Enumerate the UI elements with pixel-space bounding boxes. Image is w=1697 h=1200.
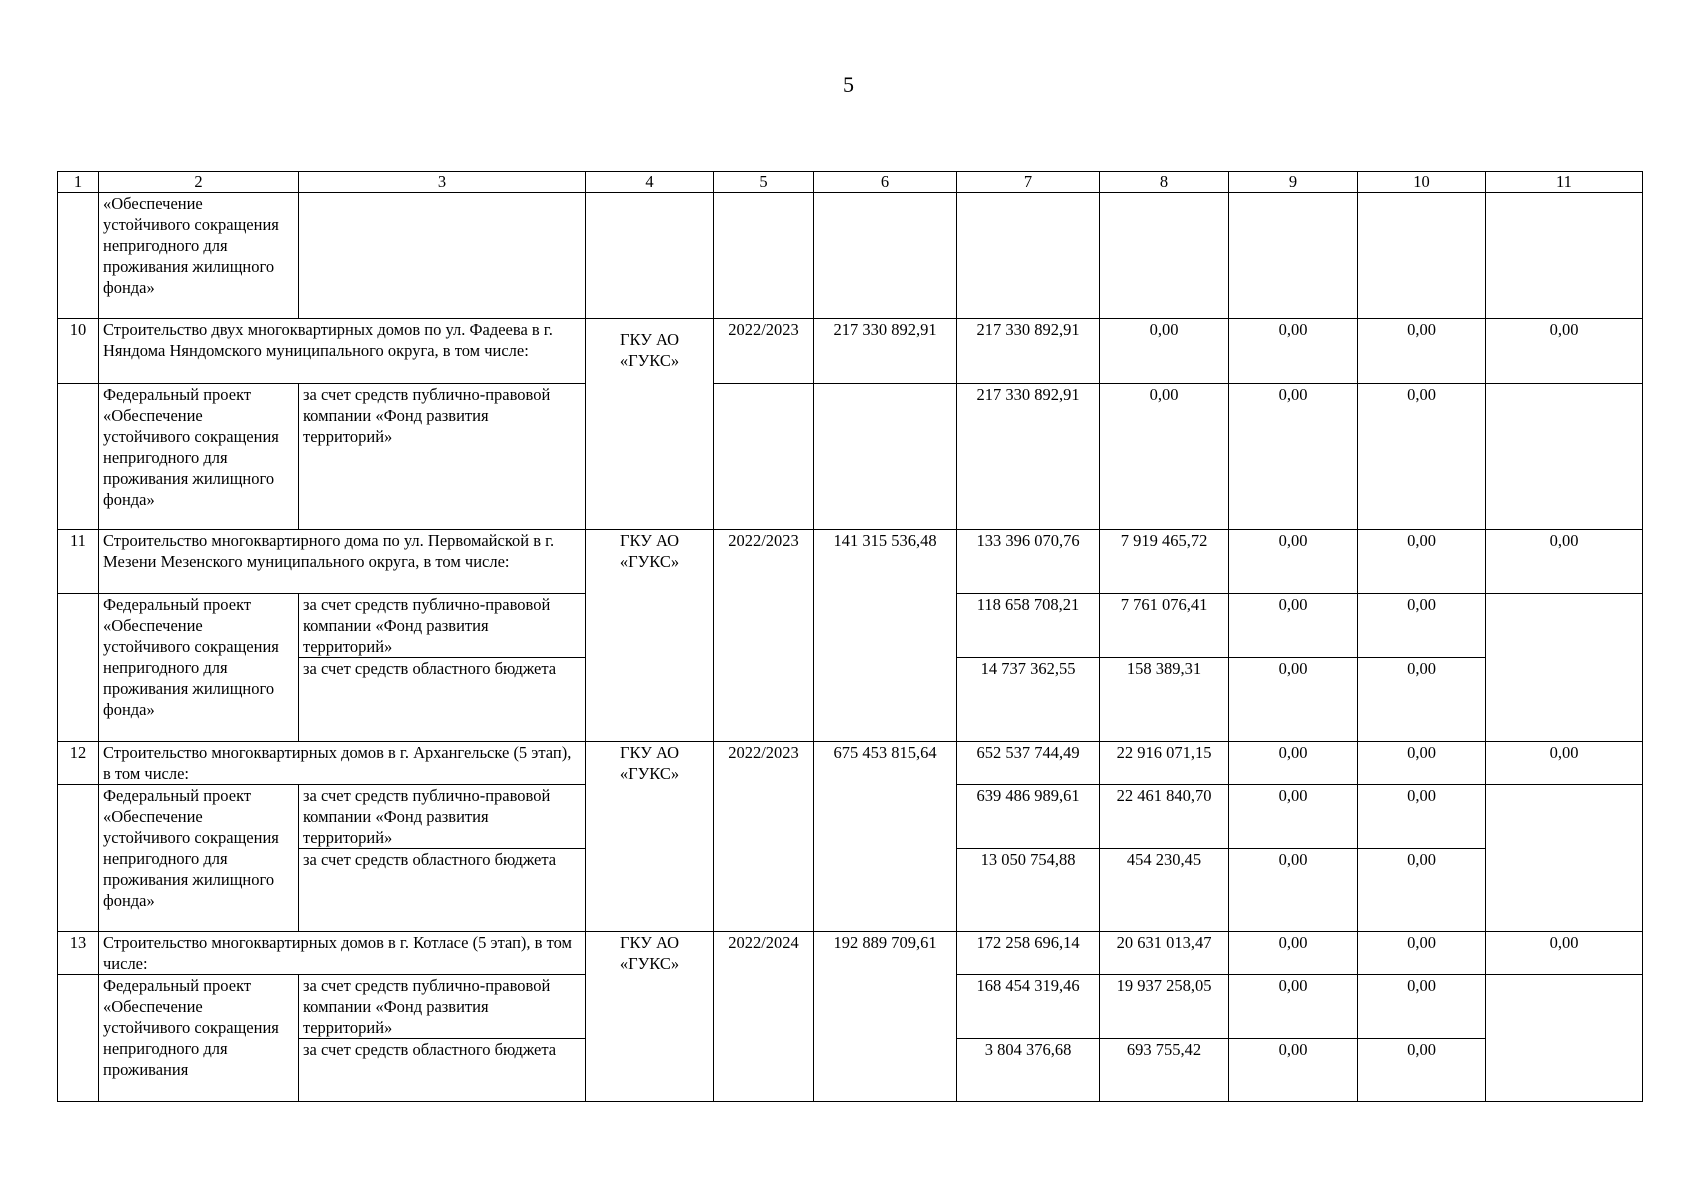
value-col10: 0,00 [1358, 594, 1486, 658]
table-row [58, 932, 1643, 975]
column-number: 6 [814, 172, 957, 193]
object-title: Строительство многоквартирных домов в г. Котласе (5 этап), в том числе: [99, 932, 586, 975]
value-col7: 639 486 989,61 [957, 785, 1100, 849]
value-col9: 0,00 [1229, 742, 1358, 785]
project-name: Федеральный проект «Обеспечение устойчивого сокращения непригодного для проживания [99, 975, 299, 1102]
value-col10: 0,00 [1358, 785, 1486, 849]
value-col8: 158 389,31 [1100, 658, 1229, 742]
value-col9: 0,00 [1229, 785, 1358, 849]
value-col10: 0,00 [1358, 849, 1486, 932]
table-row [58, 530, 1643, 594]
project-name: Федеральный проект «Обеспечение устойчивого сокращения непригодного для проживания жилищного фонда» [99, 384, 299, 530]
object-title: Строительство двух многоквартирных домов по ул. Фадеева в г. Няндома Няндомского муниципального округа, в том числе: [99, 319, 586, 384]
project-name: «Обеспечение устойчивого сокращения непригодного для проживания жилищного фонда» [99, 193, 299, 319]
value-col7: 133 396 070,76 [957, 530, 1100, 594]
funding-source: за счет средств публично-правовой компании «Фонд развития территорий» [299, 384, 586, 530]
value-col9: 0,00 [1229, 849, 1358, 932]
value-col11: 0,00 [1486, 319, 1643, 384]
value-col7: 13 050 754,88 [957, 849, 1100, 932]
value-col8: 22 461 840,70 [1100, 785, 1229, 849]
value-col8: 0,00 [1100, 384, 1229, 530]
customer: ГКУ АО «ГУКС» [586, 932, 714, 1102]
column-number: 5 [714, 172, 814, 193]
value-col10: 0,00 [1358, 530, 1486, 594]
value-col7: 14 737 362,55 [957, 658, 1100, 742]
value-col7: 652 537 744,49 [957, 742, 1100, 785]
customer [586, 319, 714, 530]
project-name: Федеральный проект «Обеспечение устойчивого сокращения непригодного для проживания жилищного фонда» [99, 785, 299, 932]
column-number: 4 [586, 172, 714, 193]
page-number: 5 [843, 72, 854, 97]
value-col10: 0,00 [1358, 1039, 1486, 1102]
column-number: 1 [58, 172, 99, 193]
value-col11: 0,00 [1486, 932, 1643, 975]
customer: ГКУ АО «ГУКС» [586, 530, 714, 742]
column-number: 3 [299, 172, 586, 193]
value-col10: 0,00 [1358, 975, 1486, 1039]
total-cost: 141 315 536,48 [814, 530, 957, 742]
value-col9: 0,00 [1229, 932, 1358, 975]
column-number: 10 [1358, 172, 1486, 193]
customer-text: ГКУ АО «ГУКС» [619, 330, 680, 370]
value-col8: 454 230,45 [1100, 849, 1229, 932]
column-number: 2 [99, 172, 299, 193]
value-col7: 172 258 696,14 [957, 932, 1100, 975]
value-col7: 118 658 708,21 [957, 594, 1100, 658]
value-col9: 0,00 [1229, 658, 1358, 742]
value-col7: 217 330 892,91 [957, 319, 1100, 384]
table-row [58, 742, 1643, 785]
object-title: Строительство многоквартирного дома по ул. Первомайской в г. Мезени Мезенского муниципального округа, в том числе: [99, 530, 586, 594]
object-title: Строительство многоквартирных домов в г. Архангельске (5 этап), в том числе: [99, 742, 586, 785]
funding-source: за счет средств областного бюджета [299, 1039, 586, 1102]
value-col11: 0,00 [1486, 530, 1643, 594]
program-table [57, 171, 1643, 1102]
period: 2022/2023 [714, 530, 814, 742]
value-col9: 0,00 [1229, 1039, 1358, 1102]
row-number: 12 [58, 742, 99, 785]
value-col8: 22 916 071,15 [1100, 742, 1229, 785]
value-col9: 0,00 [1229, 530, 1358, 594]
funding-source: за счет средств публично-правовой компании «Фонд развития территорий» [299, 785, 586, 849]
value-col7: 217 330 892,91 [957, 384, 1100, 530]
table-row [58, 384, 1643, 530]
column-number-row [58, 172, 1643, 193]
value-col10: 0,00 [1358, 384, 1486, 530]
value-col8: 7 761 076,41 [1100, 594, 1229, 658]
value-col8: 693 755,42 [1100, 1039, 1229, 1102]
period: 2022/2023 [714, 319, 814, 384]
value-col9: 0,00 [1229, 384, 1358, 530]
value-col9: 0,00 [1229, 975, 1358, 1039]
customer: ГКУ АО «ГУКС» [586, 742, 714, 932]
value-col9: 0,00 [1229, 594, 1358, 658]
value-col8: 7 919 465,72 [1100, 530, 1229, 594]
row-number: 11 [58, 530, 99, 594]
column-number: 8 [1100, 172, 1229, 193]
value-col10: 0,00 [1358, 742, 1486, 785]
value-col7: 3 804 376,68 [957, 1039, 1100, 1102]
value-col9: 0,00 [1229, 319, 1358, 384]
funding-source: за счет средств публично-правовой компании «Фонд развития территорий» [299, 975, 586, 1039]
value-col8: 0,00 [1100, 319, 1229, 384]
total-cost: 217 330 892,91 [814, 319, 957, 384]
value-col11: 0,00 [1486, 742, 1643, 785]
funding-source: за счет средств публично-правовой компании «Фонд развития территорий» [299, 594, 586, 658]
value-col10: 0,00 [1358, 932, 1486, 975]
funding-source: за счет средств областного бюджета [299, 658, 586, 742]
value-col10: 0,00 [1358, 658, 1486, 742]
total-cost: 675 453 815,64 [814, 742, 957, 932]
row-number: 13 [58, 932, 99, 975]
project-name: Федеральный проект «Обеспечение устойчивого сокращения непригодного для проживания жилищного фонда» [99, 594, 299, 742]
funding-source: за счет средств областного бюджета [299, 849, 586, 932]
table-row [58, 319, 1643, 384]
column-number: 9 [1229, 172, 1358, 193]
row-number: 10 [58, 319, 99, 384]
period: 2022/2023 [714, 742, 814, 932]
column-number: 7 [957, 172, 1100, 193]
continuation-row [58, 193, 1643, 319]
value-col8: 19 937 258,05 [1100, 975, 1229, 1039]
column-number: 11 [1486, 172, 1643, 193]
value-col8: 20 631 013,47 [1100, 932, 1229, 975]
period: 2022/2024 [714, 932, 814, 1102]
total-cost: 192 889 709,61 [814, 932, 957, 1102]
value-col7: 168 454 319,46 [957, 975, 1100, 1039]
value-col10: 0,00 [1358, 319, 1486, 384]
